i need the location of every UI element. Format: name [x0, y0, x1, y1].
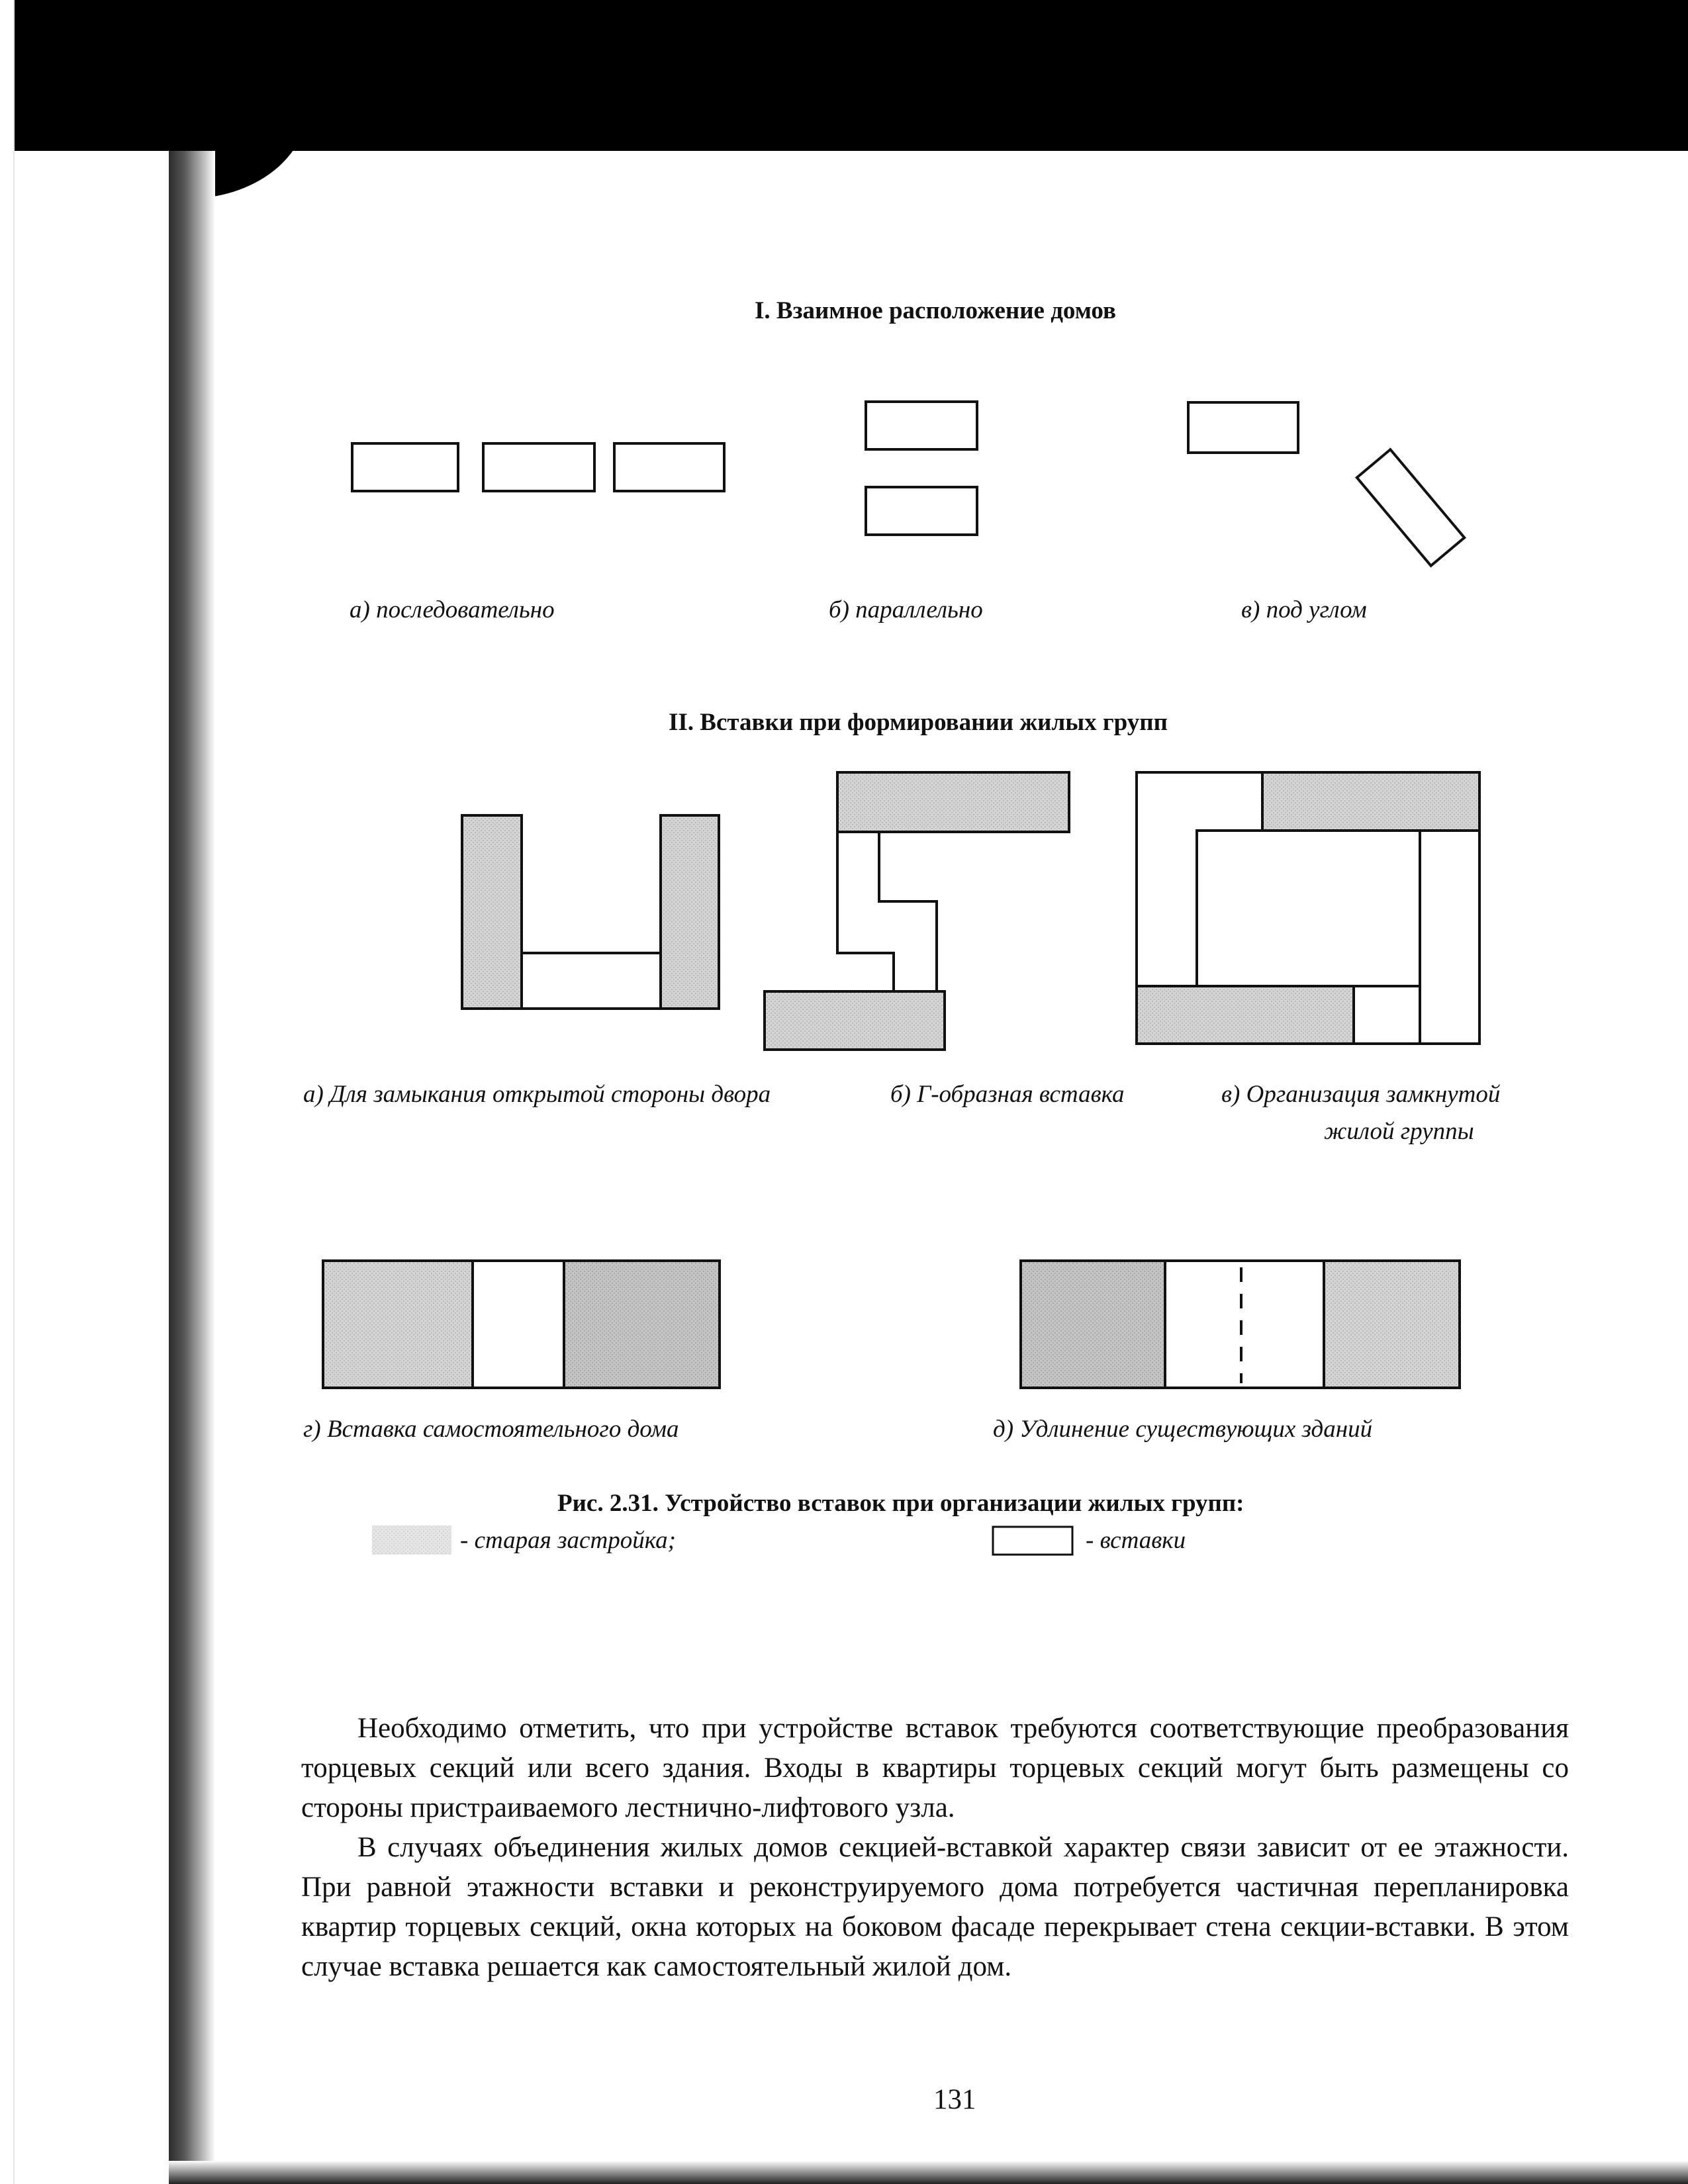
caption-closed-group-2: жилой группы — [1324, 1118, 1474, 1145]
old-building-right-d — [1324, 1261, 1460, 1388]
old-top-right — [1262, 772, 1479, 831]
house-seq-2 — [483, 443, 594, 491]
old-building-left-d — [1021, 1261, 1165, 1388]
caption-courtyard-closing: а) Для замыкания открытой стороны двора — [303, 1081, 771, 1108]
section1-title: I. Взаимное расположение домов — [755, 297, 1116, 324]
old-left-wing — [462, 815, 522, 1009]
legend-old-label: - старая застройка; — [460, 1527, 676, 1554]
legend-insert-label: - вставки — [1086, 1527, 1186, 1554]
old-building-left-g — [323, 1261, 473, 1388]
caption-g-insert: б) Г-образная вставка — [890, 1081, 1125, 1108]
inner-courtyard — [1197, 831, 1420, 986]
insert-g-shape — [837, 832, 937, 991]
page-number: 131 — [933, 2084, 976, 2115]
house-par-1 — [866, 402, 977, 449]
insert-extension — [1165, 1261, 1324, 1388]
body-paragraph-2: В случаях объединения жилых домов секцией-вставкой характер связи зависит от ее этажности. При равной этажности вставки и реконструируемого дома потребуется частичная перепланировка квартир торцевых секций, окна которых на боковом фасаде перекрывает стена секции-вставки. В этом случае вставка решается как самостоятельный жилой дом. — [301, 1832, 1569, 1982]
caption-extension: д) Удлинение существующих зданий — [993, 1416, 1373, 1443]
old-right-wing — [661, 815, 719, 1009]
section2-title: II. Вставки при формировании жилых групп — [669, 709, 1168, 736]
house-ang-2 — [1357, 449, 1464, 566]
caption-closed-group-1: в) Организация замкнутой — [1221, 1081, 1501, 1108]
old-building-right-g — [564, 1261, 720, 1388]
house-par-2 — [866, 487, 977, 535]
old-top-bar — [837, 772, 1069, 832]
house-seq-1 — [352, 443, 458, 491]
legend-insert-swatch — [993, 1527, 1072, 1555]
old-bottom-bar — [765, 991, 945, 1050]
caption-sequential: а) последовательно — [350, 596, 555, 623]
caption-angled: в) под углом — [1241, 596, 1367, 623]
house-ang-1 — [1188, 402, 1298, 453]
insert-courtyard — [522, 953, 661, 1009]
caption-standalone-insert: г) Вставка самостоятельного дома — [303, 1416, 679, 1443]
caption-parallel: б) параллельно — [829, 596, 983, 623]
insert-standalone — [473, 1261, 564, 1388]
legend-old-swatch — [372, 1525, 451, 1555]
house-seq-3 — [614, 443, 724, 491]
old-bottom-left — [1137, 986, 1354, 1044]
figure-caption: Рис. 2.31. Устройство вставок при организации жилых групп: — [557, 1490, 1244, 1517]
body-paragraph-1: Необходимо отметить, что при устройстве вставок требуются соответствующие преобразования торцевых секций или всего здания. Входы в квартиры торцевых секций могут быть размещены со стороны пристраиваемого лестнично-лифтового узла. — [301, 1713, 1569, 1823]
